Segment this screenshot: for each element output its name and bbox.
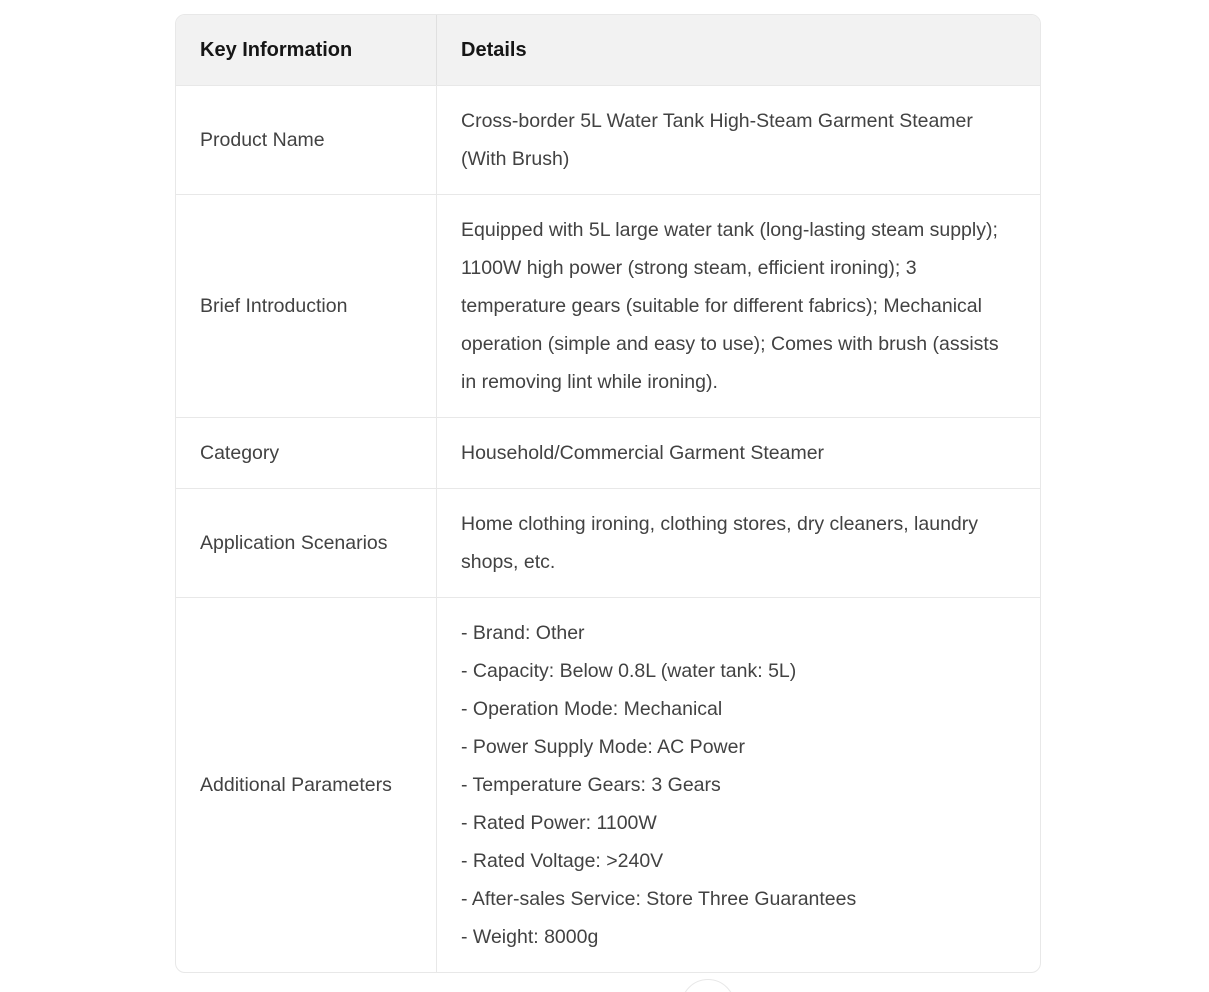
column-header-details: Details — [436, 15, 1040, 85]
column-header-key-information: Key Information — [200, 39, 353, 61]
parameter-line: - Weight: 8000g — [461, 926, 599, 948]
parameter-line: - Temperature Gears: 3 Gears — [461, 774, 721, 796]
table-row — [176, 488, 1040, 597]
parameter-line: - Operation Mode: Mechanical — [461, 698, 723, 720]
row-details: Home clothing ironing, clothing stores, dry cleaners, laundry shops, etc. — [436, 489, 1040, 597]
parameter-line: - After-sales Service: Store Three Guarantees — [461, 888, 857, 910]
bottom-floating-button[interactable] — [681, 979, 735, 992]
table-row — [176, 597, 1040, 972]
parameter-line: - Rated Power: 1100W — [461, 812, 657, 834]
table-row — [176, 194, 1040, 417]
parameter-line: - Power Supply Mode: AC Power — [461, 736, 745, 758]
parameter-line: - Brand: Other — [461, 622, 585, 644]
row-details: Household/Commercial Garment Steamer — [436, 418, 1040, 488]
row-key-label: Brief Introduction — [200, 295, 348, 317]
parameter-line: - Rated Voltage: >240V — [461, 850, 664, 872]
product-spec-table — [175, 14, 1041, 973]
row-details: Equipped with 5L large water tank (long-lasting steam supply); 1100W high power (strong steam, efficient ironing); 3 temperature gears (suitable for different fabrics); Mechanical operation (simple and easy to use); Comes with brush (assists in removing lint while ironing). — [436, 195, 1040, 417]
row-details: Cross-border 5L Water Tank High-Steam Garment Steamer (With Brush) — [436, 86, 1040, 194]
table-header-row — [176, 15, 1040, 85]
row-key-label: Category — [200, 442, 280, 464]
table-body — [176, 85, 1040, 972]
row-key-label: Product Name — [200, 129, 325, 151]
table-row — [176, 417, 1040, 488]
table-row — [176, 85, 1040, 194]
row-key-label: Additional Parameters — [200, 774, 392, 796]
row-details — [436, 598, 1040, 972]
row-key-label: Application Scenarios — [200, 532, 388, 554]
parameter-line: - Capacity: Below 0.8L (water tank: 5L) — [461, 660, 797, 682]
